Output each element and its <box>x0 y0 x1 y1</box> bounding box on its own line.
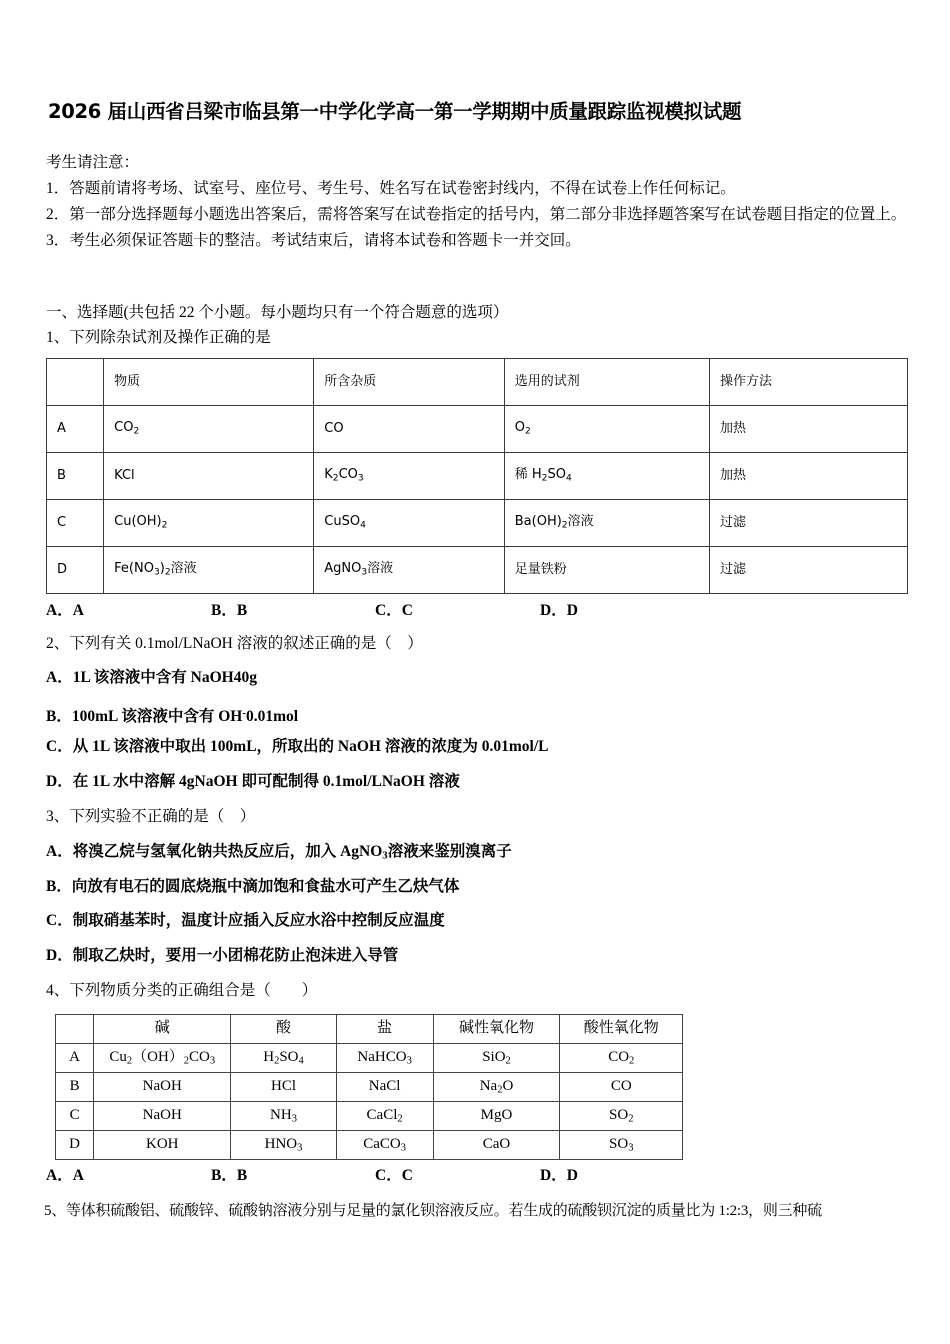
cell-base: NaOH <box>94 1102 231 1131</box>
table-header-cell: 盐 <box>336 1015 433 1044</box>
table-row <box>56 1131 683 1160</box>
cell-reagent: $Ba(OH)_2$溶液 <box>504 500 709 547</box>
cell-acidic-oxide: CO <box>560 1073 683 1102</box>
cell-reagent: 足量铁粉 <box>504 547 709 594</box>
option-a[interactable]: A．A <box>46 602 84 619</box>
question-1-stem: 1、下列除杂试剂及操作正确的是 <box>46 329 271 346</box>
cell-base: NaOH <box>94 1073 231 1102</box>
notice-item-3: 3．考生必须保证答题卡的整洁。考试结束后，请将本试卷和答题卡一并交回。 <box>46 232 581 249</box>
option-d[interactable]: D．D <box>540 602 578 619</box>
option-b[interactable]: B．B <box>211 602 248 619</box>
table-row <box>47 406 908 453</box>
notice-item-1: 1．答题前请将考场、试室号、座位号、考生号、姓名写在试卷密封线内，不得在试卷上作任何标记。 <box>46 180 736 197</box>
table-row <box>56 1044 683 1073</box>
cell-method: 加热 <box>709 453 907 500</box>
cell-method: 过滤 <box>709 547 907 594</box>
question-2-stem: 2、下列有关 0.1mol/LNaOH 溶液的叙述正确的是（ ） <box>46 635 423 652</box>
question-2-option-b[interactable]: B．100mL 该溶液中含有 OH-0.01mol <box>46 707 299 725</box>
option-a[interactable]: A．A <box>46 1167 84 1184</box>
table-header-cell: 碱 <box>94 1015 231 1044</box>
row-label: B <box>56 1073 94 1102</box>
option-b[interactable]: B．B <box>211 1167 248 1184</box>
question-4-table <box>55 1014 683 1160</box>
row-label: A <box>56 1044 94 1073</box>
notice-heading: 考生请注意： <box>46 154 140 171</box>
cell-acid: $NH_3$ <box>231 1102 336 1131</box>
section-heading: 一、选择题(共包括 22 个小题。每小题均只有一个符合题意的选项） <box>46 304 509 321</box>
cell-basic-oxide: MgO <box>433 1102 560 1131</box>
cell-acidic-oxide: $SO_3$ <box>560 1131 683 1160</box>
cell-basic-oxide: CaO <box>433 1131 560 1160</box>
question-4-options <box>46 1163 916 1185</box>
row-label: D <box>56 1131 94 1160</box>
cell-base: KOH <box>94 1131 231 1160</box>
cell-basic-oxide: SiO$_2$ <box>433 1044 560 1073</box>
table-header-cell: 酸 <box>231 1015 336 1044</box>
cell-acid: $HNO_3$ <box>231 1131 336 1160</box>
question-4-stem: 4、下列物质分类的正确组合是（ ） <box>46 982 318 999</box>
table-row <box>47 453 908 500</box>
cell-impurity: CuSO$_4$ <box>314 500 505 547</box>
cell-substance: $CO_2$ <box>104 406 314 453</box>
table-header-cell: 操作方法 <box>709 359 907 406</box>
cell-method: 加热 <box>709 406 907 453</box>
cell-salt: CaCl$_2$ <box>336 1102 433 1131</box>
table-header-cell: 物质 <box>104 359 314 406</box>
table-header-row <box>47 359 908 406</box>
row-label: C <box>56 1102 94 1131</box>
candidate-notice <box>46 150 908 254</box>
question-2-option-d[interactable]: D．在 1L 水中溶解 4gNaOH 即可配制得 0.1mol/LNaOH 溶液 <box>46 773 460 790</box>
cell-reagent: $O_2$ <box>504 406 709 453</box>
question-2-option-a[interactable]: A．1L 该溶液中含有 NaOH40g <box>46 669 257 686</box>
table-row <box>47 500 908 547</box>
page-title: 2026 届山西省吕梁市临县第一中学化学高一第一学期期中质量跟踪监视模拟试题 <box>48 100 742 123</box>
question-3-option-a[interactable]: A．将溴乙烷与氢氧化钠共热反应后，加入 AgNO$_3$溶液来鉴别溴离子 <box>46 843 512 862</box>
cell-acidic-oxide: $CO_2$ <box>560 1044 683 1073</box>
table-header-cell <box>47 359 104 406</box>
question-2-option-c[interactable]: C．从 1L 该溶液中取出 100mL，所取出的 NaOH 溶液的浓度为 0.01mol/L <box>46 738 549 755</box>
cell-salt: CaCO$_3$ <box>336 1131 433 1160</box>
table-header-row <box>56 1015 683 1044</box>
table-row <box>56 1073 683 1102</box>
cell-impurity: $K_2CO_3$ <box>314 453 505 500</box>
row-label: B <box>47 453 104 500</box>
cell-acid: HCl <box>231 1073 336 1102</box>
row-label: C <box>47 500 104 547</box>
notice-item-2: 2．第一部分选择题每小题选出答案后，需将答案写在试卷指定的括号内，第二部分非选择题答案写在试卷题目指定的位置上。 <box>46 206 907 223</box>
row-label: A <box>47 406 104 453</box>
cell-salt: NaHCO$_3$ <box>336 1044 433 1073</box>
table-header-cell: 选用的试剂 <box>504 359 709 406</box>
question-3-option-b[interactable]: B．向放有电石的圆底烧瓶中滴加饱和食盐水可产生乙炔气体 <box>46 878 460 895</box>
question-1-table <box>46 358 908 594</box>
row-label: D <box>47 547 104 594</box>
cell-acidic-oxide: $SO_2$ <box>560 1102 683 1131</box>
table-header-cell: 所含杂质 <box>314 359 505 406</box>
cell-substance: $Cu(OH)_2$ <box>104 500 314 547</box>
question-3-option-c[interactable]: C．制取硝基苯时，温度计应插入反应水浴中控制反应温度 <box>46 912 445 929</box>
table-header-cell: 酸性氧化物 <box>560 1015 683 1044</box>
question-3-stem: 3、下列实验不正确的是（ ） <box>46 808 256 825</box>
question-5-stem: 5、等体积硫酸铝、硫酸锌、硫酸钠溶液分别与足量的氯化钡溶液反应。若生成的硫酸钡沉淀的质量比为 1:2:3，则三种硫 <box>44 1203 822 1219</box>
table-row <box>56 1102 683 1131</box>
cell-substance: $Fe(NO_3)_2$溶液 <box>104 547 314 594</box>
option-d[interactable]: D．D <box>540 1167 578 1184</box>
question-1-options <box>46 598 916 620</box>
cell-acid: $H_2SO_4$ <box>231 1044 336 1073</box>
cell-salt: NaCl <box>336 1073 433 1102</box>
cell-base: $Cu_2(OH)_2CO_3$ <box>94 1044 231 1073</box>
table-header-cell <box>56 1015 94 1044</box>
cell-impurity: CO <box>314 406 505 453</box>
cell-basic-oxide: $Na_2O$ <box>433 1073 560 1102</box>
table-header-cell: 碱性氧化物 <box>433 1015 560 1044</box>
option-c[interactable]: C．C <box>375 602 413 619</box>
table-row <box>47 547 908 594</box>
cell-impurity: AgNO$_3$溶液 <box>314 547 505 594</box>
cell-substance: KCl <box>104 453 314 500</box>
question-3-option-d[interactable]: D．制取乙炔时，要用一小团棉花防止泡沫进入导管 <box>46 947 399 964</box>
cell-method: 过滤 <box>709 500 907 547</box>
cell-reagent: 稀 $H_2SO_4$ <box>504 453 709 500</box>
option-c[interactable]: C．C <box>375 1167 413 1184</box>
